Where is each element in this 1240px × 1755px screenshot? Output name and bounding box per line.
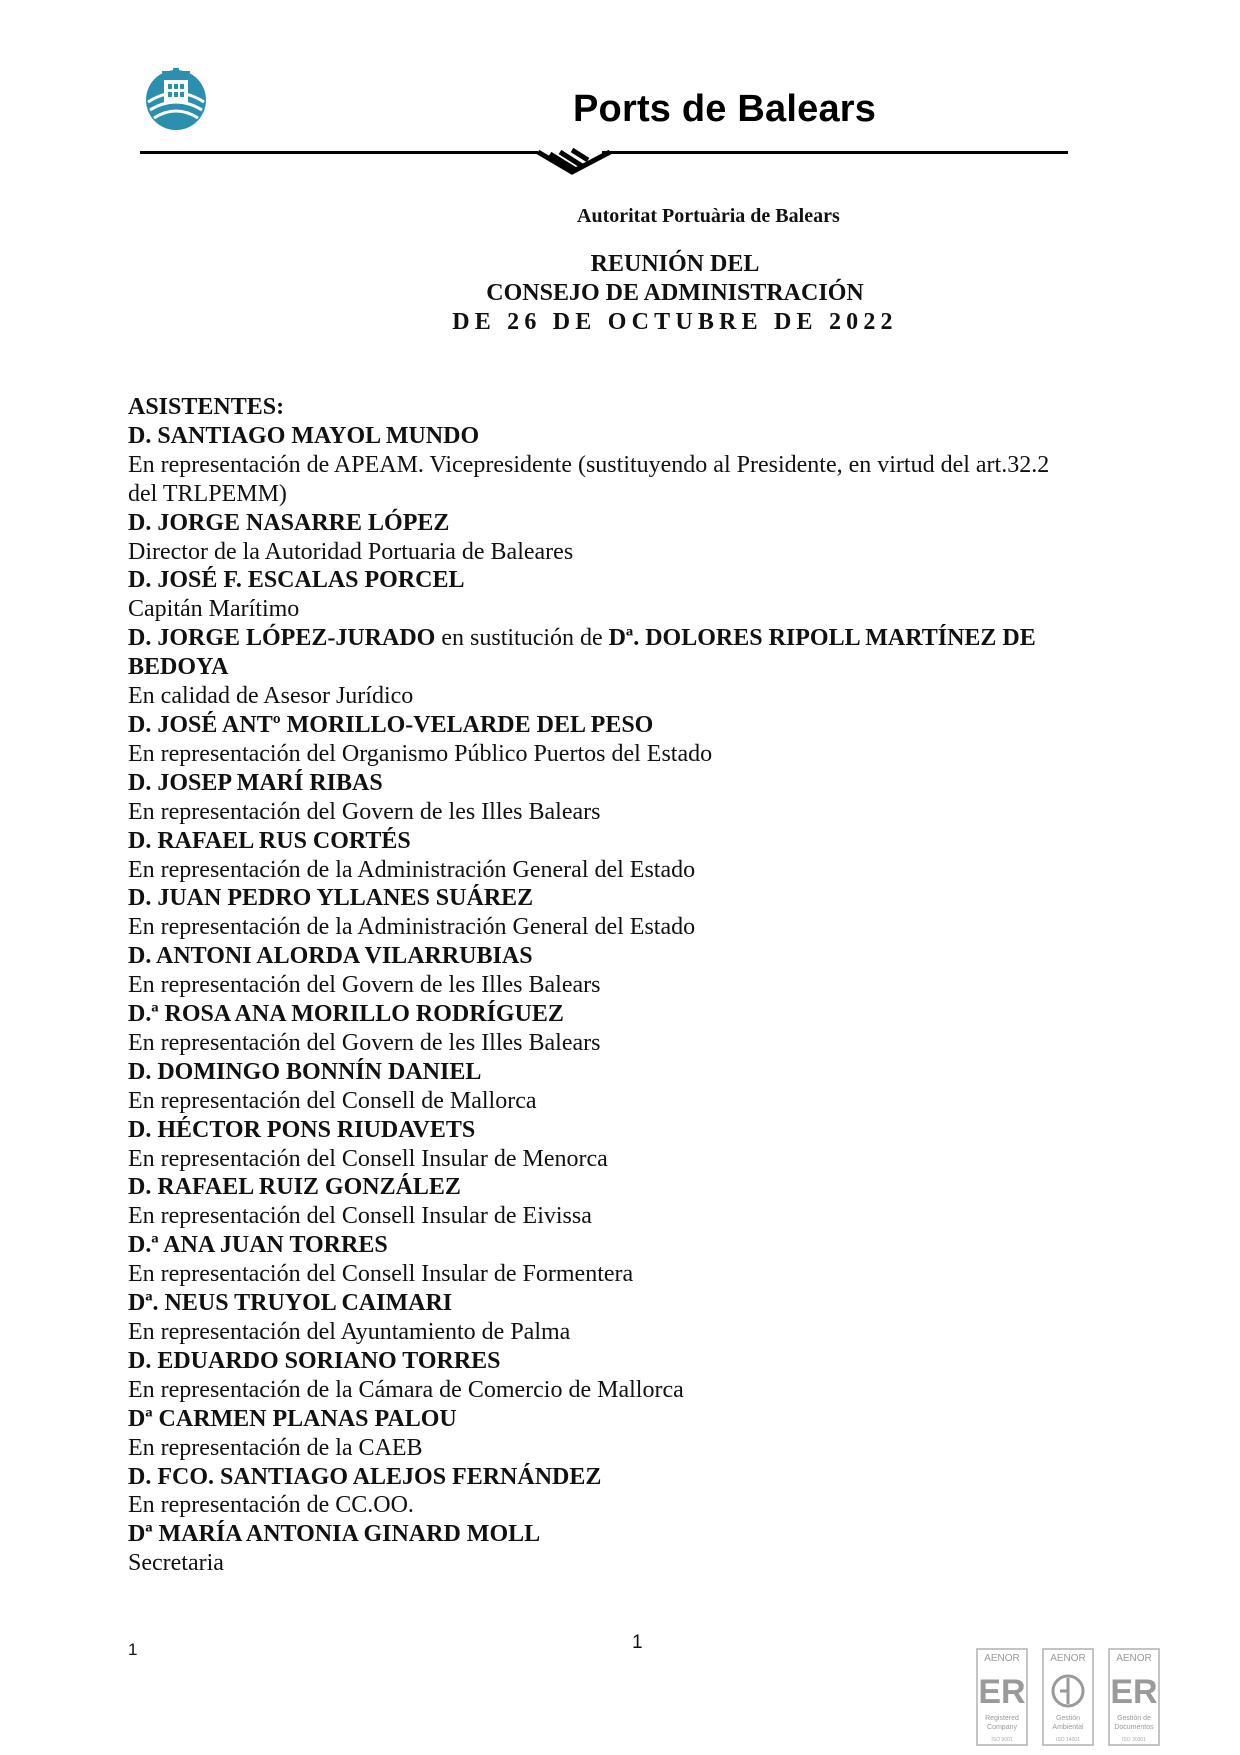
attendee-name: D. RAFAEL RUS CORTÉS [128,827,411,854]
svg-text:ER: ER [978,1673,1026,1711]
header-rule-left [140,151,538,154]
attendee-role: En representación de la CAEB [128,1434,423,1461]
svg-text:Registered: Registered [985,1715,1019,1722]
attendee-list [128,393,1108,1578]
ports-de-balears-logo [140,62,212,134]
attendee-role: En representación del Consell Insular de Formentera [128,1261,634,1288]
substitution-line [128,624,1108,653]
attendee-name: D. ANTONI ALORDA VILARRUBIAS [128,943,533,970]
attendee-role: Secretaria [128,1550,224,1577]
attendee-name: D. SANTIAGO MAYOL MUNDO [128,422,480,449]
attendee-role: En calidad de Asesor Jurídico [128,683,414,710]
svg-text:AENOR: AENOR [984,1653,1020,1664]
attendee-role: En representación de la Administración General del Estado [128,856,696,883]
attendee-role: En representación del Organismo Público Puertos del Estado [128,740,713,767]
attendee-name: D. HÉCTOR PONS RIUDAVETS [128,1116,476,1143]
attendee-role: En representación de APEAM. Vicepresidente (sustituyendo al Presidente, en virtud del art.32.2 [128,451,1050,478]
attendee-name: D. JOSÉ F. ESCALAS PORCEL [128,567,465,594]
title-line-3: DE 26 DE OCTUBRE DE 2022 [452,309,898,335]
attendee-name: D. FCO. SANTIAGO ALEJOS FERNÁNDEZ [128,1463,602,1490]
substitution-connector: en sustitución de [441,625,603,652]
svg-text:ISO 30301: ISO 30301 [1122,1737,1146,1743]
attendee-role: En representación del Ayuntamiento de Palma [128,1319,571,1345]
svg-text:Gestión: Gestión [1055,1715,1081,1722]
svg-text:ISO 9001: ISO 9001 [991,1737,1013,1743]
attendee-name: D.ª ANA JUAN TORRES [128,1232,388,1259]
attendee-role: En representación del Govern de les Illes Balears [128,972,601,999]
brand-name: Ports de Balears [573,88,877,130]
authority-name: Autoritat Portuària de Balears [577,205,840,227]
page-number-center: 1 [632,1632,643,1653]
attendee-name: D. JORGE NASARRE LÓPEZ [128,509,450,536]
svg-text:AENOR: AENOR [1050,1653,1086,1664]
svg-text:AENOR: AENOR [1116,1653,1152,1664]
substituted-attendee-name: Dª. DOLORES RIPOLL MARTÍNEZ DE [608,625,1036,652]
attendee-role: En representación del Consell de Mallorca [128,1087,537,1114]
attendee-role: En representación del Govern de les Illes Balears [128,798,601,825]
svg-text:Ambiental: Ambiental [1052,1724,1084,1731]
title-line-1: REUNIÓN DEL [590,251,760,277]
title-line-2: CONSEJO DE ADMINISTRACIÓN [486,280,864,306]
attendee-role: En representación del Consell Insular de Menorca [128,1145,608,1172]
attendee-name: Dª MARÍA ANTONIA GINARD MOLL [128,1521,541,1548]
attendee-role: Capitán Marítimo [128,596,300,623]
attendee-role: Director de la Autoridad Portuaria de Baleares [128,538,574,565]
attendee-role: En representación de CC.OO. [128,1492,414,1519]
svg-text:Gestión de: Gestión de [1117,1715,1151,1722]
header-rule-right [602,151,1068,154]
aenor-iso9001-seal-icon [976,1648,1028,1746]
substituted-attendee-name-cont: BEDOYA [128,654,229,681]
attendee-name: D. JOSÉ ANTº MORILLO-VELARDE DEL PESO [128,711,654,738]
attendee-role: En representación del Consell Insular de Eivissa [128,1203,592,1230]
aenor-iso14001-seal-icon [1042,1648,1094,1746]
attendee-role-cont: del TRLPEMM) [128,480,287,507]
svg-text:ER: ER [1110,1673,1158,1711]
aenor-iso30301-seal-icon [1108,1648,1160,1746]
attendee-role: En representación del Govern de les Illes Balears [128,1029,601,1056]
attendee-role: En representación de la Cámara de Comercio de Mallorca [128,1376,684,1403]
svg-text:Company: Company [987,1724,1017,1731]
attendee-name: D. JUAN PEDRO YLLANES SUÁREZ [128,885,534,912]
attendee-role: En representación de la Administración General del Estado [128,914,696,941]
attendee-name: D.ª ROSA ANA MORILLO RODRÍGUEZ [128,1001,564,1028]
attendee-name: D. DOMINGO BONNÍN DANIEL [128,1058,482,1085]
svg-text:ISO 14001: ISO 14001 [1056,1737,1080,1743]
attendee-name: Dª CARMEN PLANAS PALOU [128,1405,457,1432]
attendee-name: D. JORGE LÓPEZ-JURADO [128,625,436,652]
page-number-left: 1 [128,1640,138,1659]
section-heading: ASISTENTES: [128,394,285,420]
attendee-name: D. EDUARDO SORIANO TORRES [128,1347,501,1374]
attendee-name: D. JOSEP MARÍ RIBAS [128,769,383,796]
attendee-name: Dª. NEUS TRUYOL CAIMARI [128,1290,453,1317]
svg-text:Documentos: Documentos [1114,1724,1154,1731]
attendee-name: D. RAFAEL RUIZ GONZÁLEZ [128,1174,461,1201]
